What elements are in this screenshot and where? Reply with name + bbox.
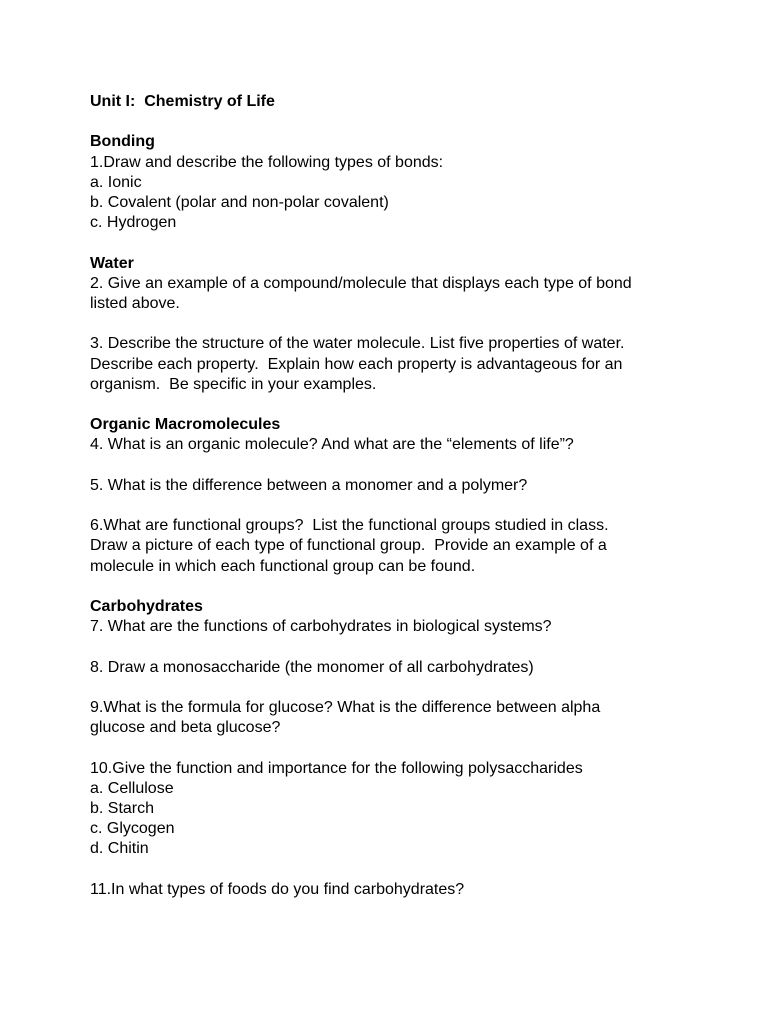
- question-5: 5. What is the difference between a monomer and a polymer?: [90, 476, 528, 494]
- document-title: Unit I: Chemistry of Life: [90, 93, 275, 110]
- question-6-line: Draw a picture of each type of functional group. Provide an example of a: [90, 537, 607, 555]
- spacer: [90, 496, 700, 516]
- question-2: [90, 274, 700, 314]
- spacer: [90, 738, 700, 758]
- question-10-item: a. Cellulose: [90, 779, 174, 797]
- spacer: [90, 678, 700, 698]
- question-10-item: b. Starch: [90, 799, 155, 817]
- question-2-line: 2. Give an example of a compound/molecule that displays each type of bond: [90, 274, 632, 292]
- spacer: [90, 577, 700, 597]
- question-1-item: c. Hydrogen: [90, 214, 177, 232]
- spacer: [90, 112, 700, 132]
- question-6: [90, 516, 700, 577]
- section-heading-bonding: Bonding: [90, 133, 155, 151]
- spacer: [90, 314, 700, 334]
- spacer: [90, 395, 700, 415]
- question-9: [90, 698, 700, 738]
- question-3-line: Describe each property. Explain how each property is advantageous for an: [90, 355, 623, 373]
- document-page: [90, 92, 700, 900]
- question-6-line: 6.What are functional groups? List the functional groups studied in class.: [90, 517, 609, 535]
- question-10-item: c. Glycogen: [90, 820, 175, 838]
- question-3-line: 3. Describe the structure of the water molecule. List five properties of water.: [90, 335, 625, 353]
- question-10-item: d. Chitin: [90, 840, 149, 858]
- section-heading-water: Water: [90, 254, 134, 272]
- question-7: 7. What are the functions of carbohydrates in biological systems?: [90, 618, 552, 636]
- spacer: [90, 637, 700, 657]
- section-heading-carbohydrates: Carbohydrates: [90, 597, 203, 615]
- question-3: [90, 334, 700, 395]
- spacer: [90, 860, 700, 880]
- spacer: [90, 456, 700, 476]
- question-9-line: glucose and beta glucose?: [90, 719, 281, 737]
- question-1-item: b. Covalent (polar and non-polar covalent): [90, 194, 389, 211]
- section-heading-organic-macromolecules: Organic Macromolecules: [90, 416, 281, 434]
- question-10: 10.Give the function and importance for the following polysaccharides: [90, 759, 583, 777]
- question-11: 11.In what types of foods do you find carbohydrates?: [90, 880, 465, 898]
- question-3-line: organism. Be specific in your examples.: [90, 375, 377, 393]
- question-1-item: a. Ionic: [90, 173, 142, 191]
- question-1: 1.Draw and describe the following types of bonds:: [90, 153, 444, 171]
- question-6-line: molecule in which each functional group can be found.: [90, 557, 476, 575]
- spacer: [90, 233, 700, 253]
- question-2-line: listed above.: [90, 295, 180, 312]
- question-9-line: 9.What is the formula for glucose? What is the difference between alpha: [90, 698, 601, 716]
- question-4: 4. What is an organic molecule? And what are the “elements of life”?: [90, 436, 574, 454]
- question-8: 8. Draw a monosaccharide (the monomer of all carbohydrates): [90, 658, 534, 676]
